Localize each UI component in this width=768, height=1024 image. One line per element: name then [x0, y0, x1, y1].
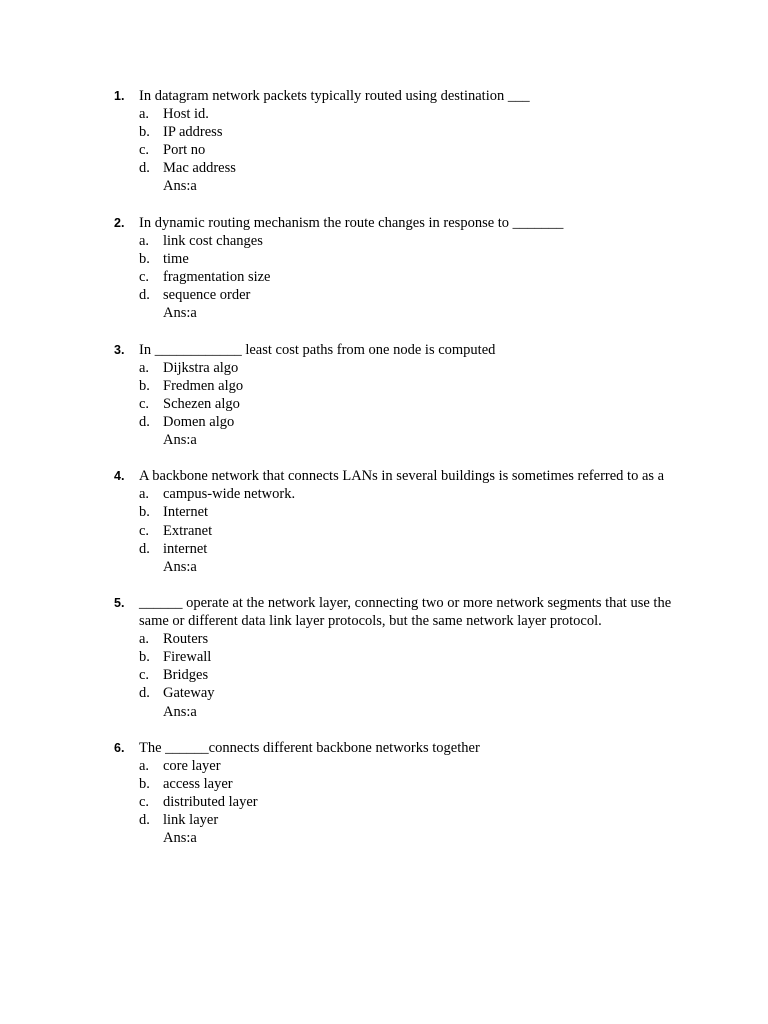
question-2 [0, 214, 768, 323]
option-text: fragmentation size [163, 269, 271, 286]
question-5 [0, 594, 768, 721]
option-letter: c. [139, 142, 150, 159]
option-b [0, 377, 768, 395]
option-b [0, 123, 768, 141]
question-text: In dynamic routing mechanism the route changes in response to _______ [139, 214, 564, 231]
option-c [0, 268, 768, 286]
question-list [0, 87, 768, 866]
option-list [0, 630, 768, 702]
answer-key: Ans:a [163, 178, 197, 195]
option-d [0, 684, 768, 702]
option-list [0, 232, 768, 304]
option-letter: d. [139, 413, 150, 430]
question-3 [0, 341, 768, 450]
option-letter: a. [139, 232, 150, 249]
option-text: Host id. [163, 106, 209, 123]
option-a [0, 359, 768, 377]
option-text: sequence order [163, 287, 251, 304]
option-letter: c. [139, 395, 150, 412]
option-text: access layer [163, 776, 233, 793]
option-c [0, 141, 768, 159]
question-text: In datagram network packets typically routed using destination ___ [139, 88, 530, 104]
question-text: The ______connects different backbone networks together [139, 739, 480, 756]
option-a [0, 232, 768, 250]
option-text: Firewall [163, 649, 212, 666]
option-text: IP address [163, 124, 223, 141]
option-d [0, 159, 768, 177]
question-number: 6. [114, 740, 125, 755]
question-number: 1. [114, 89, 125, 103]
option-letter: d. [139, 812, 150, 829]
option-text: Port no [163, 142, 206, 159]
option-a [0, 757, 768, 775]
option-text: campus-wide network. [163, 486, 296, 503]
option-letter: b. [139, 776, 150, 793]
option-d [0, 540, 768, 558]
question-6 [0, 739, 768, 848]
option-a [0, 485, 768, 503]
option-letter: d. [139, 160, 150, 177]
option-text: Bridges [163, 667, 209, 684]
option-text: Extranet [163, 522, 213, 539]
option-text: Domen algo [163, 413, 235, 430]
question-number: 5. [114, 596, 125, 610]
question-1 [0, 87, 768, 196]
option-letter: c. [139, 794, 150, 811]
option-text: core layer [163, 757, 221, 774]
option-letter: b. [139, 124, 150, 141]
option-text: link layer [163, 812, 219, 829]
option-d [0, 413, 768, 431]
option-b [0, 503, 768, 521]
option-b [0, 648, 768, 666]
option-text: link cost changes [163, 232, 263, 249]
option-text: distributed layer [163, 794, 258, 811]
answer-key: Ans:a [163, 703, 197, 720]
answer-key: Ans:a [163, 431, 197, 448]
option-list [0, 485, 768, 557]
option-list [0, 359, 768, 431]
question-text: In ____________ least cost paths from one node is computed [139, 341, 496, 358]
option-letter: c. [139, 667, 150, 684]
option-text: Mac address [163, 160, 236, 177]
option-letter: a. [139, 757, 150, 774]
option-b [0, 250, 768, 268]
option-letter: b. [139, 649, 150, 666]
option-text: Gateway [163, 685, 215, 702]
option-text: Fredmen algo [163, 377, 244, 394]
answer-key: Ans:a [163, 558, 197, 575]
option-d [0, 286, 768, 304]
option-letter: a. [139, 106, 150, 123]
option-b [0, 775, 768, 793]
option-letter: a. [139, 631, 150, 648]
question-4 [0, 467, 768, 576]
option-text: Routers [163, 631, 209, 648]
question-text: A backbone network that connects LANs in several buildings is sometimes referred to as a [139, 468, 665, 485]
question-number: 4. [114, 469, 125, 484]
option-c [0, 395, 768, 413]
question-number: 3. [114, 342, 125, 357]
answer-key: Ans:a [163, 305, 197, 322]
option-letter: b. [139, 377, 150, 394]
answer-key: Ans:a [163, 830, 197, 847]
option-letter: b. [139, 250, 150, 267]
option-c [0, 793, 768, 811]
option-letter: d. [139, 540, 150, 557]
option-a [0, 105, 768, 123]
option-letter: a. [139, 486, 150, 503]
option-letter: c. [139, 269, 150, 286]
option-a [0, 630, 768, 648]
option-letter: a. [139, 359, 150, 376]
option-d [0, 811, 768, 829]
option-text: time [163, 250, 189, 267]
option-letter: b. [139, 504, 150, 521]
option-text: Schezen algo [163, 395, 240, 412]
option-text: Internet [163, 504, 209, 521]
question-number: 2. [114, 215, 125, 230]
option-letter: d. [139, 287, 150, 304]
option-c [0, 522, 768, 540]
option-list [0, 105, 768, 177]
option-text: internet [163, 540, 208, 557]
question-text: ______ operate at the network layer, connecting two or more network segments that use the same or different data link layer protocols, but the same network layer protocol. [139, 595, 672, 630]
option-list [0, 757, 768, 829]
option-letter: d. [139, 685, 150, 702]
option-letter: c. [139, 522, 150, 539]
option-text: Dijkstra algo [163, 359, 239, 376]
option-c [0, 666, 768, 684]
